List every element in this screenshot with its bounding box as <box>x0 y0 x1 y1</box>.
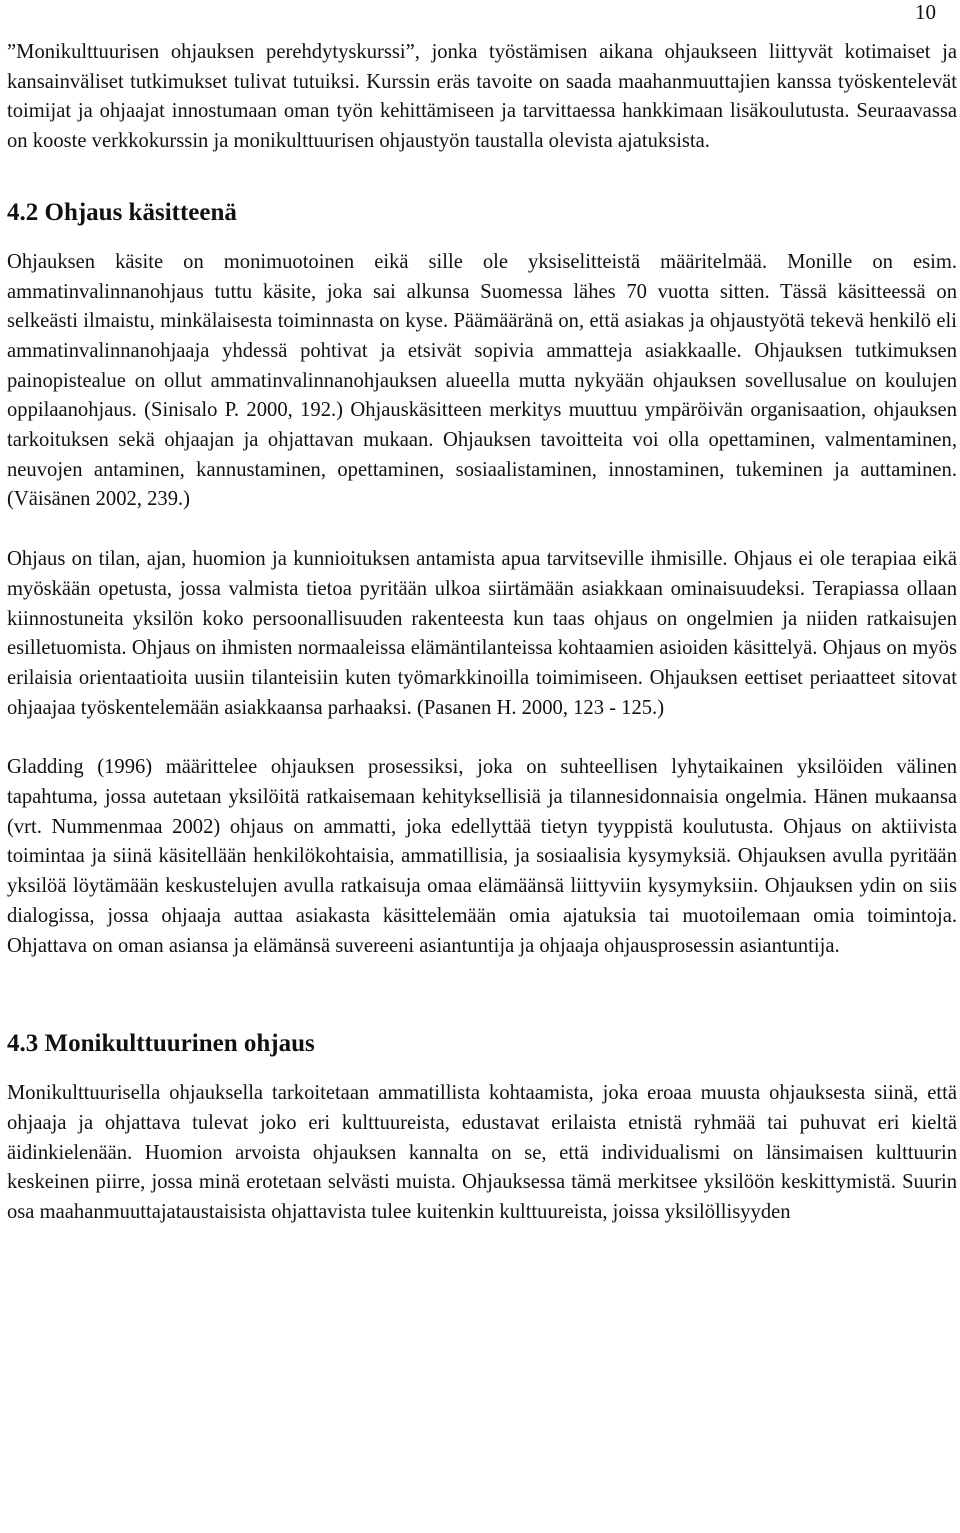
paragraph-4-2-3: Gladding (1996) määrittelee ohjauksen prosessiksi, joka on suhteellisen lyhytaikainen yksilöiden välinen tapahtuma, jossa autetaan yksilöitä ratkaisemaan kehityksellisiä ja tilannesidonnaisia ongelmia. Hänen mukaansa (vrt. Nummenmaa 2002) ohjaus on ammatti, joka edellyttää tietyn tyyppistä koulutusta. Ohjaus on aktiivista toimintaa ja siinä käsitellään henkilökohtaisia, ammatillisia, ja sosiaalisia kysymyksiä. Ohjauksen avulla pyritään yksilöä löytämään keskustelujen avulla ratkaisuja omaa elämäänsä liittyviin kysymyksiin. Ohjauksen ydin on siis dialogissa, jossa ohjaaja auttaa asiakasta käsittelemään omia ajatuksia tai muotoilemaan omia toimintoja. Ohjattava on oman asiansa ja elämänsä suvereeni asiantuntija ja ohjaaja ohjausprosessin asiantuntija. <box>7 756 957 957</box>
paragraph-4-3-1: Monikulttuurisella ohjauksella tarkoitetaan ammatillista kohtaamista, joka eroaa muusta ohjauksesta siinä, että ohjaaja ja ohjattava tulevat joko eri kulttuureista, edustavat erilaista etnistä ryhmää tai puhuvat eri kieltä äidinkielenään. Huomion arvoista ohjauksen kannalta on se, että individualismi on länsimaisen kulttuurin keskeinen piirre, jossa minä erotetaan selvästi muista. Ohjauksessa tämä merkitsee yksilöön keskittymistä. Suurin osa maahanmuuttajataustaisista ohjattavista tulee kuitenkin kulttuureista, joissa yksilöllisyyden <box>7 1082 957 1224</box>
intro-paragraph: ”Monikulttuurisen ohjauksen perehdytyskurssi”, jonka työstämisen aikana ohjaukseen liittyvät kotimaiset ja kansainväliset tutkimukset tulivat tutuiksi. Kurssin eräs tavoite on saada maahanmuuttajien kanssa työskentelevät toimijat ja ohjaajat innostumaan oman työn kehittämiseen ja tarvittaessa hankkimaan lisäkoulutusta. Seuraavassa on kooste verkkokurssin ja monikulttuurisen ohjaustyön taustalla olevista ajatuksista. <box>7 41 957 153</box>
paragraph-4-2-1: Ohjauksen käsite on monimuotoinen eikä sille ole yksiselitteistä määritelmää. Monille on esim. ammatinvalinnanohjaus tuttu käsite, joka sai alkunsa Suomessa lähes 70 vuotta sitten. Tässä käsitteessä on selkeästi ilmaistu, minkälaisesta toiminnasta on kyse. Päämääränä on, että asiakas ja ohjaustyötä tekevä henkilö eli ammatinvalinnanohjaaja yhdessä pohtivat ja etsivät sopivia ammatteja asiakkaalle. Ohjauksen tutkimuksen painopistealue on ollut ammatinvalinnanohjauksen alueella mutta nykyään ohjauksen sovellusalue on koulujen oppilaanohjaus. (Sinisalo P. 2000, 192.) Ohjauskäsitteen merkitys muuttuu ympäröivän organisaation, ohjauksen tarkoituksen sekä ohjaajan ja ohjattavan mukaan. Ohjauksen tavoitteita voi olla opettaminen, valmentaminen, neuvojen antaminen, kannustaminen, opettaminen, sosiaalistaminen, innostaminen, tukeminen ja auttaminen. (Väisänen 2002, 239.) <box>7 250 957 511</box>
document-body <box>7 38 957 1228</box>
section-heading-4-2: 4.2 Ohjaus käsitteenä <box>7 198 237 226</box>
paragraph-4-2-2: Ohjaus on tilan, ajan, huomion ja kunnioituksen antamista apua tarvitseville ihmisille. Ohjaus ei ole terapiaa eikä myöskään opetusta, jossa valmista tietoa pyritään ulkoa siirtämään asiakkaan ominaisuudeksi. Terapiassa ollaan kiinnostuneita yksilön koko persoonallisuuden rakenteesta kun taas ohjaus on ongelmien ja niiden ratkaisujen esilletuomista. Ohjaus on ihmisten normaaleissa elämäntilanteissa kohtaamien asioiden käsittelyä. Ohjaus on myös erilaisia orientaatioita uusiin tilanteisiin kuten työmarkkinoilla toimimiseen. Ohjauksen eettiset periaatteet sitovat ohjaajaa työskentelemään asiakkaansa parhaaksi. (Pasanen H. 2000, 123 - 125.) <box>7 548 957 719</box>
section-heading-4-3: 4.3 Monikulttuurinen ohjaus <box>7 1030 315 1058</box>
page-number: 10 <box>915 0 936 24</box>
